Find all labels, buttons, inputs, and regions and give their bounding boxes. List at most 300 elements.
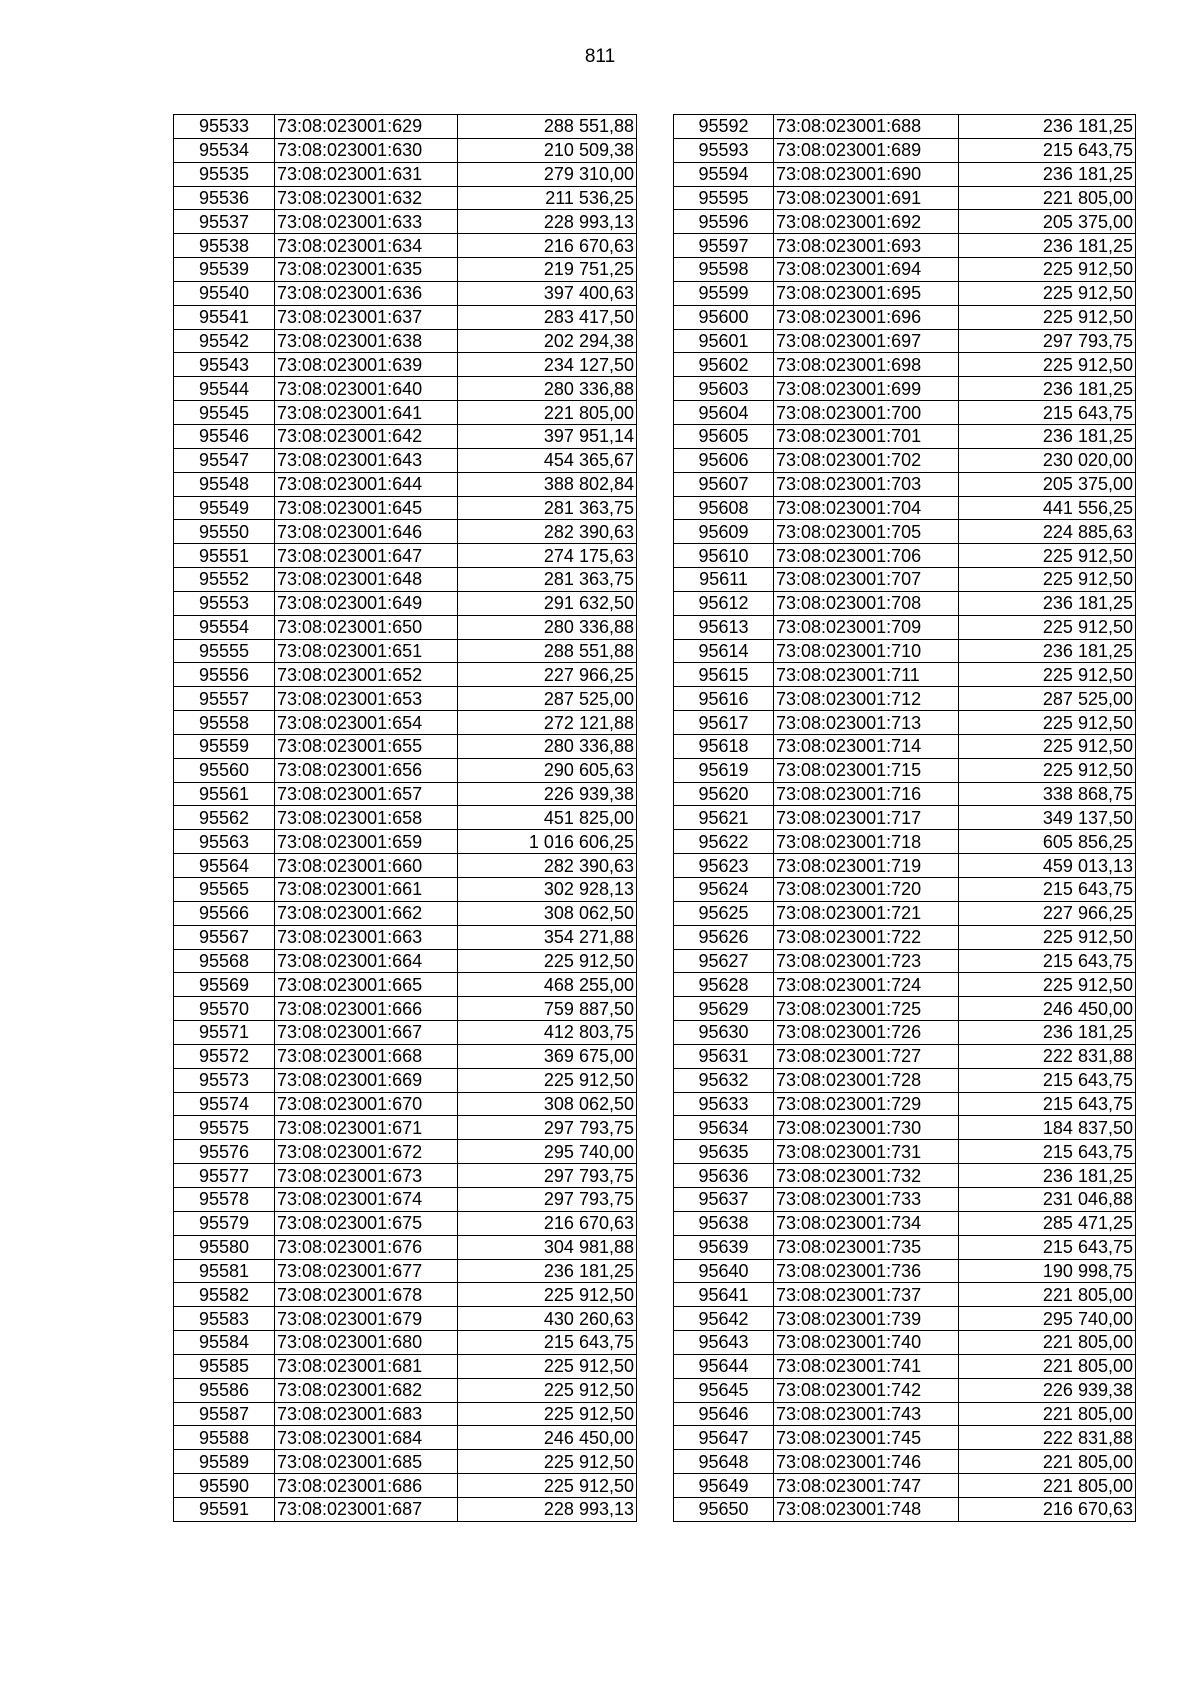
- table-row: [174, 1474, 637, 1498]
- value-cell: 224 885,63: [959, 520, 1136, 544]
- cadastral-number-cell: 73:08:023001:727: [774, 1044, 959, 1068]
- value-cell: 190 998,75: [959, 1259, 1136, 1283]
- row-number-cell: 95605: [674, 424, 774, 448]
- value-cell: 280 336,88: [458, 615, 637, 639]
- table-row: [674, 639, 1136, 663]
- row-number-cell: 95533: [174, 115, 275, 139]
- table-row: [674, 1116, 1136, 1140]
- table-row: [674, 1307, 1136, 1331]
- table-row: [174, 734, 637, 758]
- cadastral-number-cell: 73:08:023001:656: [275, 758, 458, 782]
- cadastral-number-cell: 73:08:023001:714: [774, 734, 959, 758]
- cadastral-number-cell: 73:08:023001:648: [275, 568, 458, 592]
- cadastral-number-cell: 73:08:023001:661: [275, 878, 458, 902]
- cadastral-number-cell: 73:08:023001:639: [275, 353, 458, 377]
- cadastral-number-cell: 73:08:023001:735: [774, 1235, 959, 1259]
- cadastral-number-cell: 73:08:023001:654: [275, 711, 458, 735]
- cadastral-number-cell: 73:08:023001:689: [774, 138, 959, 162]
- value-cell: 215 643,75: [959, 1140, 1136, 1164]
- table-row: [674, 1426, 1136, 1450]
- row-number-cell: 95641: [674, 1283, 774, 1307]
- table-row: [674, 687, 1136, 711]
- value-cell: 397 951,14: [458, 424, 637, 448]
- row-number-cell: 95540: [174, 281, 275, 305]
- value-cell: 236 181,25: [959, 377, 1136, 401]
- cadastral-number-cell: 73:08:023001:633: [275, 210, 458, 234]
- cadastral-number-cell: 73:08:023001:651: [275, 639, 458, 663]
- value-cell: 225 912,50: [458, 1068, 637, 1092]
- table-row: [674, 1164, 1136, 1188]
- cadastral-number-cell: 73:08:023001:658: [275, 806, 458, 830]
- row-number-cell: 95575: [174, 1116, 275, 1140]
- cadastral-number-cell: 73:08:023001:711: [774, 663, 959, 687]
- cadastral-number-cell: 73:08:023001:709: [774, 615, 959, 639]
- cadastral-number-cell: 73:08:023001:688: [774, 115, 959, 139]
- table-row: [674, 758, 1136, 782]
- row-number-cell: 95604: [674, 401, 774, 425]
- value-cell: 226 939,38: [959, 1378, 1136, 1402]
- table-row: [674, 568, 1136, 592]
- table-row: [674, 544, 1136, 568]
- row-number-cell: 95580: [174, 1235, 275, 1259]
- cadastral-number-cell: 73:08:023001:731: [774, 1140, 959, 1164]
- table-row: [174, 1164, 637, 1188]
- table-row: [674, 353, 1136, 377]
- table-row: [674, 401, 1136, 425]
- table-row: [674, 1211, 1136, 1235]
- value-cell: 281 363,75: [458, 496, 637, 520]
- value-cell: 225 912,50: [458, 1378, 637, 1402]
- cadastral-number-cell: 73:08:023001:703: [774, 472, 959, 496]
- cadastral-number-cell: 73:08:023001:659: [275, 830, 458, 854]
- cadastral-number-cell: 73:08:023001:699: [774, 377, 959, 401]
- table-row: [174, 1450, 637, 1474]
- table-row: [174, 401, 637, 425]
- value-cell: 221 805,00: [959, 1283, 1136, 1307]
- table-row: [674, 1474, 1136, 1498]
- table-row: [674, 186, 1136, 210]
- row-number-cell: 95578: [174, 1187, 275, 1211]
- cadastral-number-cell: 73:08:023001:643: [275, 448, 458, 472]
- table-row: [674, 448, 1136, 472]
- value-cell: 308 062,50: [458, 901, 637, 925]
- row-number-cell: 95638: [674, 1211, 774, 1235]
- table-row: [674, 830, 1136, 854]
- table-row: [674, 305, 1136, 329]
- cadastral-number-cell: 73:08:023001:708: [774, 591, 959, 615]
- cadastral-number-cell: 73:08:023001:736: [774, 1259, 959, 1283]
- cadastral-number-cell: 73:08:023001:660: [275, 854, 458, 878]
- row-number-cell: 95558: [174, 711, 275, 735]
- row-number-cell: 95607: [674, 472, 774, 496]
- table-row: [174, 281, 637, 305]
- cadastral-number-cell: 73:08:023001:706: [774, 544, 959, 568]
- value-cell: 225 912,50: [458, 1283, 637, 1307]
- value-cell: 605 856,25: [959, 830, 1136, 854]
- value-cell: 285 471,25: [959, 1211, 1136, 1235]
- cadastral-number-cell: 73:08:023001:671: [275, 1116, 458, 1140]
- row-number-cell: 95555: [174, 639, 275, 663]
- row-number-cell: 95590: [174, 1474, 275, 1498]
- table-row: [174, 854, 637, 878]
- table-row: [174, 615, 637, 639]
- value-cell: 280 336,88: [458, 377, 637, 401]
- cadastral-number-cell: 73:08:023001:679: [275, 1307, 458, 1331]
- cadastral-number-cell: 73:08:023001:629: [275, 115, 458, 139]
- cadastral-number-cell: 73:08:023001:653: [275, 687, 458, 711]
- value-cell: 205 375,00: [959, 210, 1136, 234]
- value-cell: 216 670,63: [458, 1211, 637, 1235]
- cadastral-number-cell: 73:08:023001:696: [774, 305, 959, 329]
- value-cell: 282 390,63: [458, 854, 637, 878]
- cadastral-number-cell: 73:08:023001:668: [275, 1044, 458, 1068]
- row-number-cell: 95573: [174, 1068, 275, 1092]
- row-number-cell: 95570: [174, 997, 275, 1021]
- table-row: [174, 544, 637, 568]
- row-number-cell: 95623: [674, 854, 774, 878]
- row-number-cell: 95603: [674, 377, 774, 401]
- table-row: [674, 973, 1136, 997]
- cadastral-number-cell: 73:08:023001:734: [774, 1211, 959, 1235]
- cadastral-number-cell: 73:08:023001:674: [275, 1187, 458, 1211]
- cadastral-number-cell: 73:08:023001:650: [275, 615, 458, 639]
- cadastral-number-cell: 73:08:023001:657: [275, 782, 458, 806]
- cadastral-number-cell: 73:08:023001:652: [275, 663, 458, 687]
- row-number-cell: 95543: [174, 353, 275, 377]
- cadastral-number-cell: 73:08:023001:640: [275, 377, 458, 401]
- value-cell: 215 643,75: [959, 949, 1136, 973]
- value-cell: 236 181,25: [959, 115, 1136, 139]
- cadastral-number-cell: 73:08:023001:684: [275, 1426, 458, 1450]
- value-cell: 369 675,00: [458, 1044, 637, 1068]
- value-cell: 225 912,50: [959, 758, 1136, 782]
- value-cell: 226 939,38: [458, 782, 637, 806]
- value-cell: 221 805,00: [458, 401, 637, 425]
- cadastral-number-cell: 73:08:023001:743: [774, 1402, 959, 1426]
- table-row: [174, 1187, 637, 1211]
- cadastral-number-cell: 73:08:023001:635: [275, 258, 458, 282]
- value-cell: 302 928,13: [458, 878, 637, 902]
- value-cell: 454 365,67: [458, 448, 637, 472]
- value-cell: 412 803,75: [458, 1021, 637, 1045]
- row-number-cell: 95618: [674, 734, 774, 758]
- value-cell: 221 805,00: [959, 186, 1136, 210]
- row-number-cell: 95563: [174, 830, 275, 854]
- row-number-cell: 95640: [674, 1259, 774, 1283]
- cadastral-number-cell: 73:08:023001:634: [275, 234, 458, 258]
- table-row: [674, 1068, 1136, 1092]
- row-number-cell: 95612: [674, 591, 774, 615]
- value-cell: 231 046,88: [959, 1187, 1136, 1211]
- row-number-cell: 95583: [174, 1307, 275, 1331]
- table-row: [174, 496, 637, 520]
- row-number-cell: 95643: [674, 1331, 774, 1355]
- row-number-cell: 95631: [674, 1044, 774, 1068]
- row-number-cell: 95628: [674, 973, 774, 997]
- table-row: [674, 1331, 1136, 1355]
- cadastral-number-cell: 73:08:023001:682: [275, 1378, 458, 1402]
- table-row: [674, 281, 1136, 305]
- cadastral-number-cell: 73:08:023001:681: [275, 1354, 458, 1378]
- row-number-cell: 95579: [174, 1211, 275, 1235]
- table-row: [674, 615, 1136, 639]
- table-row: [174, 997, 637, 1021]
- row-number-cell: 95616: [674, 687, 774, 711]
- value-cell: 230 020,00: [959, 448, 1136, 472]
- row-number-cell: 95593: [674, 138, 774, 162]
- table-row: [674, 258, 1136, 282]
- cadastral-number-cell: 73:08:023001:707: [774, 568, 959, 592]
- row-number-cell: 95602: [674, 353, 774, 377]
- cadastral-number-cell: 73:08:023001:646: [275, 520, 458, 544]
- cadastral-number-cell: 73:08:023001:677: [275, 1259, 458, 1283]
- cadastral-number-cell: 73:08:023001:748: [774, 1497, 959, 1521]
- cadastral-number-cell: 73:08:023001:678: [275, 1283, 458, 1307]
- cadastral-number-cell: 73:08:023001:667: [275, 1021, 458, 1045]
- table-row: [674, 210, 1136, 234]
- value-cell: 184 837,50: [959, 1116, 1136, 1140]
- table-row: [174, 138, 637, 162]
- cadastral-number-cell: 73:08:023001:742: [774, 1378, 959, 1402]
- table-row: [174, 1497, 637, 1521]
- row-number-cell: 95645: [674, 1378, 774, 1402]
- row-number-cell: 95556: [174, 663, 275, 687]
- cadastral-number-cell: 73:08:023001:691: [774, 186, 959, 210]
- table-row: [174, 162, 637, 186]
- row-number-cell: 95565: [174, 878, 275, 902]
- value-cell: 222 831,88: [959, 1044, 1136, 1068]
- table-row: [174, 258, 637, 282]
- cadastral-table-left: [173, 114, 637, 1522]
- table-row: [674, 1354, 1136, 1378]
- cadastral-number-cell: 73:08:023001:636: [275, 281, 458, 305]
- page-number: 811: [584, 46, 616, 67]
- row-number-cell: 95621: [674, 806, 774, 830]
- cadastral-number-cell: 73:08:023001:726: [774, 1021, 959, 1045]
- row-number-cell: 95534: [174, 138, 275, 162]
- value-cell: 246 450,00: [959, 997, 1136, 1021]
- row-number-cell: 95598: [674, 258, 774, 282]
- row-number-cell: 95551: [174, 544, 275, 568]
- row-number-cell: 95644: [674, 1354, 774, 1378]
- row-number-cell: 95574: [174, 1092, 275, 1116]
- cadastral-number-cell: 73:08:023001:662: [275, 901, 458, 925]
- value-cell: 225 912,50: [959, 305, 1136, 329]
- cadastral-number-cell: 73:08:023001:700: [774, 401, 959, 425]
- row-number-cell: 95620: [674, 782, 774, 806]
- table-row: [174, 1068, 637, 1092]
- table-row: [174, 1021, 637, 1045]
- row-number-cell: 95635: [674, 1140, 774, 1164]
- value-cell: 297 793,75: [458, 1187, 637, 1211]
- row-number-cell: 95622: [674, 830, 774, 854]
- table-row: [174, 353, 637, 377]
- value-cell: 283 417,50: [458, 305, 637, 329]
- row-number-cell: 95636: [674, 1164, 774, 1188]
- value-cell: 441 556,25: [959, 496, 1136, 520]
- table-row: [174, 329, 637, 353]
- table-row: [174, 878, 637, 902]
- table-row: [174, 949, 637, 973]
- row-number-cell: 95648: [674, 1450, 774, 1474]
- value-cell: 221 805,00: [959, 1402, 1136, 1426]
- table-row: [674, 1140, 1136, 1164]
- row-number-cell: 95626: [674, 925, 774, 949]
- row-number-cell: 95576: [174, 1140, 275, 1164]
- cadastral-number-cell: 73:08:023001:693: [774, 234, 959, 258]
- table-row: [674, 1497, 1136, 1521]
- table-row: [674, 496, 1136, 520]
- row-number-cell: 95545: [174, 401, 275, 425]
- row-number-cell: 95613: [674, 615, 774, 639]
- cadastral-number-cell: 73:08:023001:710: [774, 639, 959, 663]
- cadastral-number-cell: 73:08:023001:747: [774, 1474, 959, 1498]
- table-row: [674, 925, 1136, 949]
- cadastral-number-cell: 73:08:023001:717: [774, 806, 959, 830]
- row-number-cell: 95586: [174, 1378, 275, 1402]
- table-row: [174, 1044, 637, 1068]
- row-number-cell: 95596: [674, 210, 774, 234]
- cadastral-number-cell: 73:08:023001:665: [275, 973, 458, 997]
- table-row: [674, 806, 1136, 830]
- table-row: [674, 734, 1136, 758]
- cadastral-number-cell: 73:08:023001:704: [774, 496, 959, 520]
- value-cell: 221 805,00: [959, 1474, 1136, 1498]
- row-number-cell: 95633: [674, 1092, 774, 1116]
- row-number-cell: 95619: [674, 758, 774, 782]
- table-row: [174, 305, 637, 329]
- value-cell: 225 912,50: [959, 663, 1136, 687]
- cadastral-number-cell: 73:08:023001:632: [275, 186, 458, 210]
- row-number-cell: 95597: [674, 234, 774, 258]
- row-number-cell: 95632: [674, 1068, 774, 1092]
- value-cell: 430 260,63: [458, 1307, 637, 1331]
- value-cell: 216 670,63: [959, 1497, 1136, 1521]
- cadastral-number-cell: 73:08:023001:729: [774, 1092, 959, 1116]
- value-cell: 288 551,88: [458, 639, 637, 663]
- value-cell: 215 643,75: [959, 1235, 1136, 1259]
- value-cell: 236 181,25: [959, 234, 1136, 258]
- cadastral-number-cell: 73:08:023001:732: [774, 1164, 959, 1188]
- value-cell: 227 966,25: [458, 663, 637, 687]
- row-number-cell: 95647: [674, 1426, 774, 1450]
- table-row: [174, 782, 637, 806]
- cadastral-number-cell: 73:08:023001:723: [774, 949, 959, 973]
- value-cell: 225 912,50: [458, 949, 637, 973]
- table-row: [674, 901, 1136, 925]
- row-number-cell: 95589: [174, 1450, 275, 1474]
- cadastral-number-cell: 73:08:023001:642: [275, 424, 458, 448]
- table-row: [674, 1259, 1136, 1283]
- value-cell: 459 013,13: [959, 854, 1136, 878]
- table-row: [174, 1140, 637, 1164]
- value-cell: 236 181,25: [959, 1164, 1136, 1188]
- value-cell: 759 887,50: [458, 997, 637, 1021]
- value-cell: 291 632,50: [458, 591, 637, 615]
- cadastral-number-cell: 73:08:023001:637: [275, 305, 458, 329]
- row-number-cell: 95537: [174, 210, 275, 234]
- cadastral-number-cell: 73:08:023001:705: [774, 520, 959, 544]
- row-number-cell: 95560: [174, 758, 275, 782]
- value-cell: 225 912,50: [959, 711, 1136, 735]
- table-row: [174, 448, 637, 472]
- row-number-cell: 95535: [174, 162, 275, 186]
- table-row: [174, 830, 637, 854]
- row-number-cell: 95649: [674, 1474, 774, 1498]
- cadastral-number-cell: 73:08:023001:697: [774, 329, 959, 353]
- value-cell: 288 551,88: [458, 115, 637, 139]
- value-cell: 228 993,13: [458, 1497, 637, 1521]
- cadastral-number-cell: 73:08:023001:718: [774, 830, 959, 854]
- value-cell: 338 868,75: [959, 782, 1136, 806]
- value-cell: 215 643,75: [458, 1331, 637, 1355]
- row-number-cell: 95584: [174, 1331, 275, 1355]
- table-row: [174, 806, 637, 830]
- cadastral-number-cell: 73:08:023001:663: [275, 925, 458, 949]
- row-number-cell: 95637: [674, 1187, 774, 1211]
- table-row: [674, 1378, 1136, 1402]
- table-row: [674, 520, 1136, 544]
- row-number-cell: 95639: [674, 1235, 774, 1259]
- value-cell: 246 450,00: [458, 1426, 637, 1450]
- cadastral-number-cell: 73:08:023001:724: [774, 973, 959, 997]
- row-number-cell: 95614: [674, 639, 774, 663]
- table-row: [174, 591, 637, 615]
- value-cell: 225 912,50: [959, 615, 1136, 639]
- table-row: [674, 1092, 1136, 1116]
- cadastral-number-cell: 73:08:023001:719: [774, 854, 959, 878]
- table-row: [174, 901, 637, 925]
- value-cell: 451 825,00: [458, 806, 637, 830]
- table-row: [174, 1354, 637, 1378]
- table-row: [674, 162, 1136, 186]
- table-row: [174, 568, 637, 592]
- cadastral-number-cell: 73:08:023001:745: [774, 1426, 959, 1450]
- row-number-cell: 95624: [674, 878, 774, 902]
- value-cell: 236 181,25: [959, 162, 1136, 186]
- value-cell: 287 525,00: [959, 687, 1136, 711]
- table-row: [174, 1259, 637, 1283]
- value-cell: 222 831,88: [959, 1426, 1136, 1450]
- cadastral-number-cell: 73:08:023001:666: [275, 997, 458, 1021]
- value-cell: 290 605,63: [458, 758, 637, 782]
- table-row: [674, 782, 1136, 806]
- row-number-cell: 95600: [674, 305, 774, 329]
- row-number-cell: 95550: [174, 520, 275, 544]
- row-number-cell: 95542: [174, 329, 275, 353]
- table-row: [674, 234, 1136, 258]
- cadastral-number-cell: 73:08:023001:638: [275, 329, 458, 353]
- row-number-cell: 95629: [674, 997, 774, 1021]
- cadastral-number-cell: 73:08:023001:675: [275, 1211, 458, 1235]
- value-cell: 211 536,25: [458, 186, 637, 210]
- value-cell: 225 912,50: [458, 1354, 637, 1378]
- row-number-cell: 95608: [674, 496, 774, 520]
- row-number-cell: 95627: [674, 949, 774, 973]
- table-row: [174, 472, 637, 496]
- cadastral-number-cell: 73:08:023001:728: [774, 1068, 959, 1092]
- value-cell: 225 912,50: [458, 1474, 637, 1498]
- row-number-cell: 95592: [674, 115, 774, 139]
- row-number-cell: 95536: [174, 186, 275, 210]
- table-row: [174, 377, 637, 401]
- cadastral-number-cell: 73:08:023001:720: [774, 878, 959, 902]
- row-number-cell: 95541: [174, 305, 275, 329]
- row-number-cell: 95577: [174, 1164, 275, 1188]
- table-row: [674, 949, 1136, 973]
- table-row: [174, 925, 637, 949]
- row-number-cell: 95599: [674, 281, 774, 305]
